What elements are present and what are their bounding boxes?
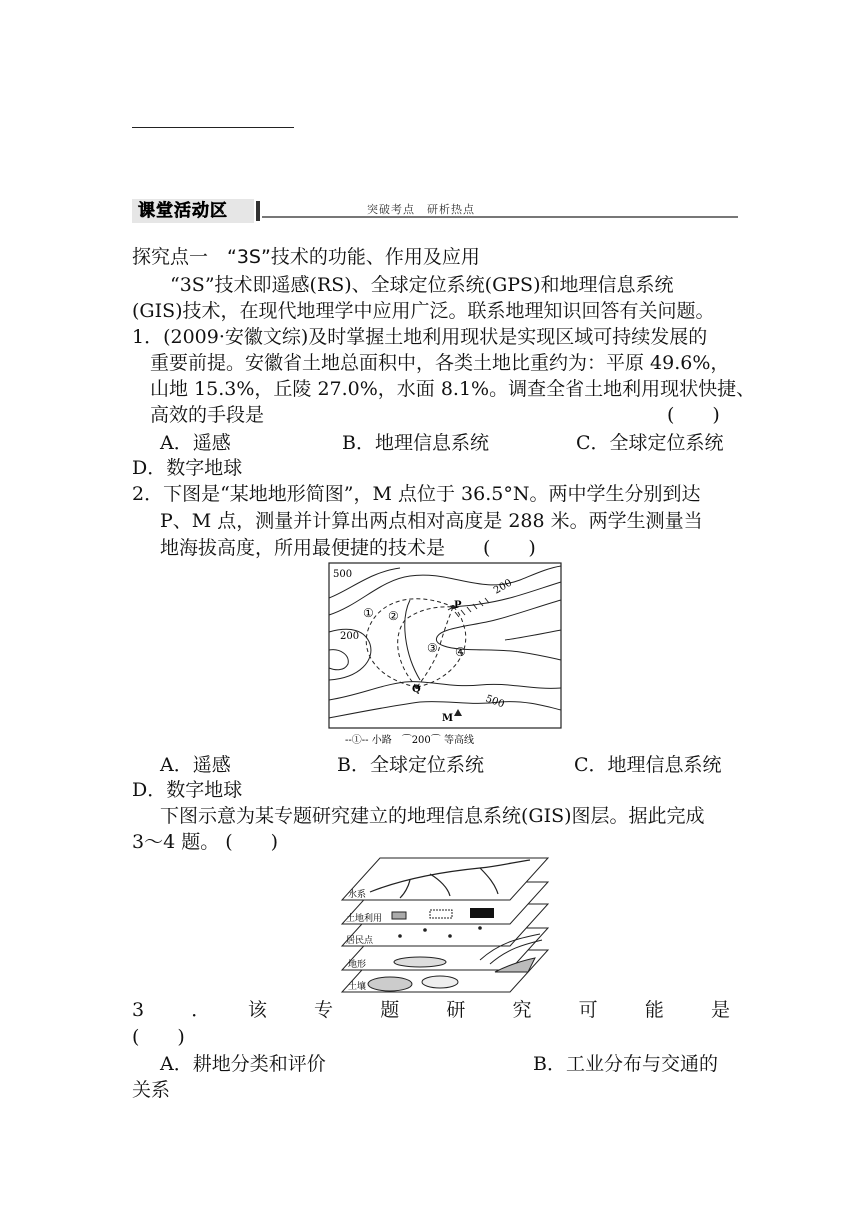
- soil-patch: [422, 976, 458, 988]
- layer-label-settlement: 居民点: [346, 936, 374, 946]
- point-q-label: Q: [412, 684, 421, 695]
- q3-answer-paren: ( ): [132, 1026, 185, 1048]
- settlement-dot: [448, 934, 452, 938]
- settlement-dot: [398, 934, 402, 938]
- q2-option-b: B．全球定位系统: [337, 754, 484, 776]
- point-p-label: P: [454, 600, 462, 611]
- settlement-dot: [478, 926, 482, 930]
- soil-patch: [368, 977, 412, 991]
- trail-label-1: ①: [363, 606, 374, 620]
- intro-line-2: (GIS)技术，在现代地理学中应用广泛。联系地理知识回答有关问题。: [132, 300, 715, 322]
- section-title: 探究点一 “3S”技术的功能、作用及应用: [132, 246, 480, 268]
- layer-label-soil: 土壤: [348, 982, 367, 992]
- layer-label-terrain: 地形: [348, 960, 367, 970]
- q1-option-a: A．遥感: [160, 432, 231, 454]
- terrain-map: [320, 560, 570, 750]
- q3-option-b: B．工业分布与交通的: [533, 1053, 718, 1075]
- point-m-label: M: [442, 713, 454, 724]
- q1-option-d: D．数字地球: [132, 457, 243, 479]
- q3-option-b-cont: 关系: [132, 1079, 171, 1101]
- landuse-patch: [392, 912, 406, 919]
- q1-line-2: 重要前提。安徽省土地总面积中，各类土地比重约为：平原 49.6%，: [150, 352, 730, 374]
- q2-option-d: D．数字地球: [132, 779, 243, 801]
- contour-label-200-b: 200: [340, 631, 360, 642]
- gis-layers-diagram: [330, 850, 560, 998]
- banner-subtitle: 突破考点 研析热点: [367, 203, 475, 216]
- layer-label-landuse: 土地利用: [346, 914, 383, 924]
- trail-label-2: ②: [388, 609, 399, 623]
- q2-option-a: A．遥感: [160, 754, 231, 776]
- q1-option-c: C．全球定位系统: [576, 432, 724, 454]
- terrain-patch: [394, 957, 446, 967]
- q1-line-3: 山地 15.3%，丘陵 27.0%，水面 8.1%。调查全省土地利用现状快捷、: [150, 378, 756, 400]
- top-rule: [132, 127, 294, 128]
- q1-line-1: 1．(2009·安徽文综)及时掌握土地利用现状是实现区域可持续发展的: [132, 326, 708, 348]
- section-banner: [132, 199, 738, 223]
- contour-label-500-b: 500: [483, 693, 506, 711]
- q3-stem: 3 ． 该 专 题 研 究 可 能 是: [132, 999, 730, 1021]
- q34-intro-line-2: 3～4 题。 ( ): [132, 831, 279, 853]
- banner-line: [262, 216, 738, 218]
- q34-intro-line-1: 下图示意为某专题研究建立的地理信息系统(GIS)图层。据此完成: [160, 805, 705, 827]
- trail-label-4: ④: [455, 645, 466, 659]
- q2-line-2: P、M 点，测量并计算出两点相对高度是 288 米。两学生测量当: [160, 510, 703, 532]
- landuse-patch: [470, 908, 494, 918]
- q3-option-a: A．耕地分类和评价: [160, 1053, 326, 1075]
- q1-answer-paren: ( ): [667, 404, 720, 426]
- contour-label-500-a: 500: [333, 569, 353, 580]
- q1-line-4: 高效的手段是: [150, 404, 265, 426]
- q1-option-b: B．地理信息系统: [342, 432, 489, 454]
- contour-label-200-a: 200: [492, 577, 515, 597]
- banner-title: 课堂活动区: [138, 201, 228, 221]
- intro-line-1: “3S”技术即遥感(RS)、全球定位系统(GPS)和地理信息系统: [170, 274, 674, 296]
- map-legend: --①-- 小路 ⌒200⌒ 等高线: [345, 735, 474, 746]
- layer-label-water: 水系: [348, 890, 367, 900]
- q2-option-c: C．地理信息系统: [574, 754, 722, 776]
- settlement-dot: [423, 928, 427, 932]
- map-frame: [329, 563, 561, 728]
- trail-label-3: ③: [427, 641, 438, 655]
- q2-line-3: 地海拔高度，所用最便捷的技术是 ( ): [160, 537, 536, 559]
- q2-line-1: 2．下图是“某地地形简图”，M 点位于 36.5°N。两中学生分别到达: [132, 483, 701, 505]
- banner-divider: [256, 201, 260, 221]
- landuse-patch: [430, 910, 452, 918]
